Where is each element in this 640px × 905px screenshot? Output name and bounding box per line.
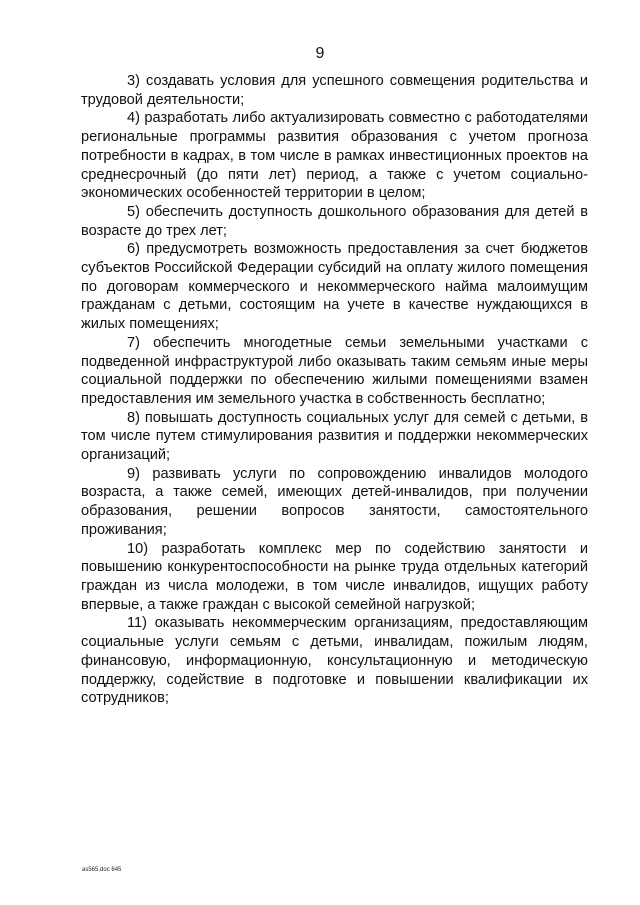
paragraph-item-5: 5) обеспечить доступность дошкольного образования для детей в возрасте до трех лет; xyxy=(81,203,588,239)
paragraph-item-11: 11) оказывать некоммерческим организациям, предоставляющим социальные услуги семьям с детьми, инвалидам, пожилым людям, финансовую, информационную, консультационную и методическую поддержку, содействие в подготовке и повышении квалификации их сотрудников; xyxy=(81,615,588,707)
page-number: 9 xyxy=(315,45,325,62)
paragraph-item-9: 9) развивать услуги по сопровождению инвалидов молодого возраста, а также семей, имеющих детей-инвалидов, при получении образования, решении вопросов занятости, самостоятельного проживания; xyxy=(81,465,588,538)
paragraph-item-7: 7) обеспечить многодетные семьи земельными участками с подведенной инфраструктурой либо оказывать таким семьям иные меры социальной поддержки по обеспечению жилыми помещениями взамен предоставления им земельного участка в собственность бесплатно; xyxy=(81,334,588,407)
paragraph-item-10: 10) разработать комплекс мер по содействию занятости и повышению конкурентоспособности на рынке труда отдельных категорий граждан из числа молодежи, в том числе инвалидов, ищущих работу впервые, а также граждан с высокой семейной нагрузкой; xyxy=(81,540,588,613)
paragraph-item-6: 6) предусмотреть возможность предоставления за счет бюджетов субъектов Российской Федерации субсидий на оплату жилого помещения по договорам коммерческого и некоммерческого найма малоимущим гражданам с детьми, состоящим на учете в качестве нуждающихся в жилых помещениях; xyxy=(81,241,588,333)
paragraph-item-8: 8) повышать доступность социальных услуг для семей с детьми, в том числе путем стимулирования развития и поддержки некоммерческих организаций; xyxy=(81,409,588,464)
file-reference: as565.doc 645 xyxy=(82,867,122,873)
document-body xyxy=(81,72,588,708)
paragraph-item-4: 4) разработать либо актуализировать совместно с работодателями региональные программы развития образования с учетом прогноза потребности в кадрах, в том числе в рамках инвестиционных проектов на среднесрочный (до пяти лет) период, а также с учетом социально-экономических особенностей территории в целом; xyxy=(81,110,588,202)
paragraph-item-3: 3) создавать условия для успешного совмещения родительства и трудовой деятельности; xyxy=(81,73,588,108)
